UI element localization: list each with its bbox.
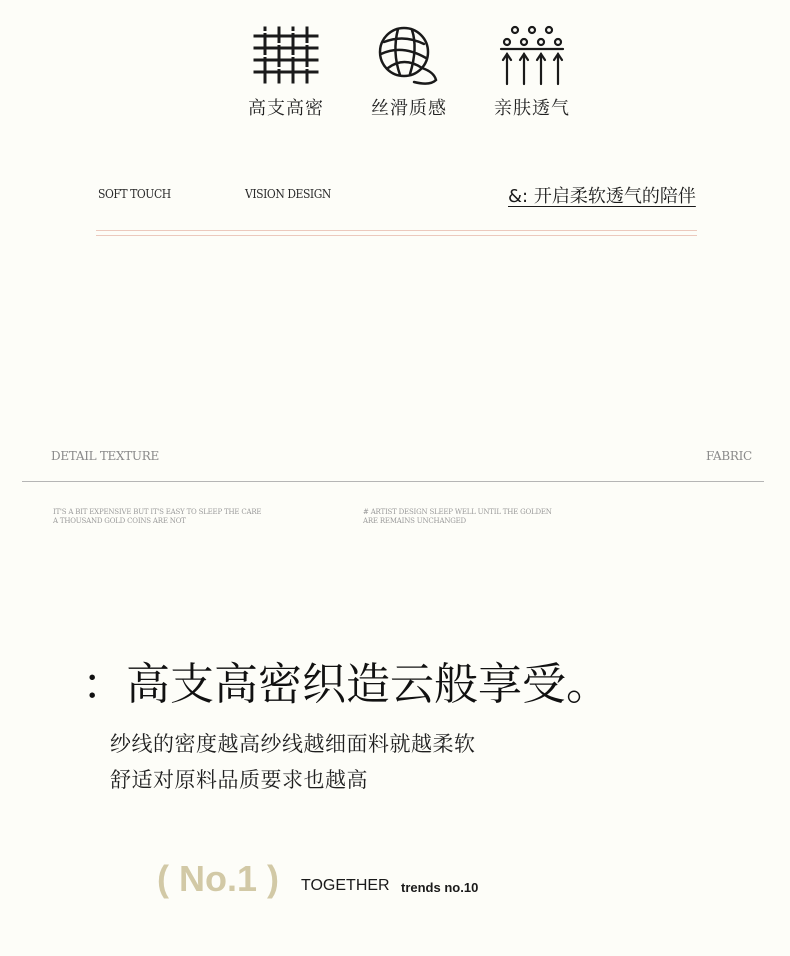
detail-texture-label: DETAIL TEXTURE <box>51 449 159 463</box>
page-headline: ：高支高密织造云般享受。 <box>82 659 610 710</box>
vision-design-label: VISION DESIGN <box>245 187 331 201</box>
fabric-label: FABRIC <box>706 449 752 463</box>
soft-touch-label: SOFT TOUCH <box>98 187 171 201</box>
body-line-2: 舒适对原料品质要求也越高 <box>110 768 368 792</box>
note-right-line: # ARTIST DESIGN SLEEP WELL UNTIL THE GOLDEN <box>363 508 552 516</box>
feature-label: 亲肤透气 <box>494 98 570 119</box>
number-badge: ( No.1 ) <box>157 858 279 899</box>
body-line-1: 纱线的密度越高纱线越细面料就越柔软 <box>110 732 476 756</box>
yarn-ball-icon <box>374 22 444 86</box>
feature-high-density <box>231 22 341 120</box>
note-right-line: ARE REMAINS UNCHANGED <box>363 517 466 525</box>
weave-icon <box>251 22 321 86</box>
trends-label: trends no.10 <box>401 880 479 895</box>
feature-silky <box>354 22 464 120</box>
feature-breathable <box>477 22 587 120</box>
note-right <box>363 508 552 526</box>
feature-label: 高支高密 <box>248 98 324 119</box>
breathable-icon <box>497 22 567 86</box>
note-left-line: A THOUSAND GOLD COINS ARE NOT <box>53 517 186 525</box>
together-label: TOGETHER <box>301 877 390 894</box>
tagline-link[interactable]: &: 开启柔软透气的陪伴 <box>508 186 696 207</box>
feature-label: 丝滑质感 <box>371 98 447 119</box>
section-divider <box>22 481 764 482</box>
note-left <box>53 508 261 526</box>
divider-top <box>96 230 697 231</box>
note-left-line: IT'S A BIT EXPENSIVE BUT IT'S EASY TO SLEEP THE CARE <box>53 508 262 516</box>
divider-bottom <box>96 235 697 236</box>
